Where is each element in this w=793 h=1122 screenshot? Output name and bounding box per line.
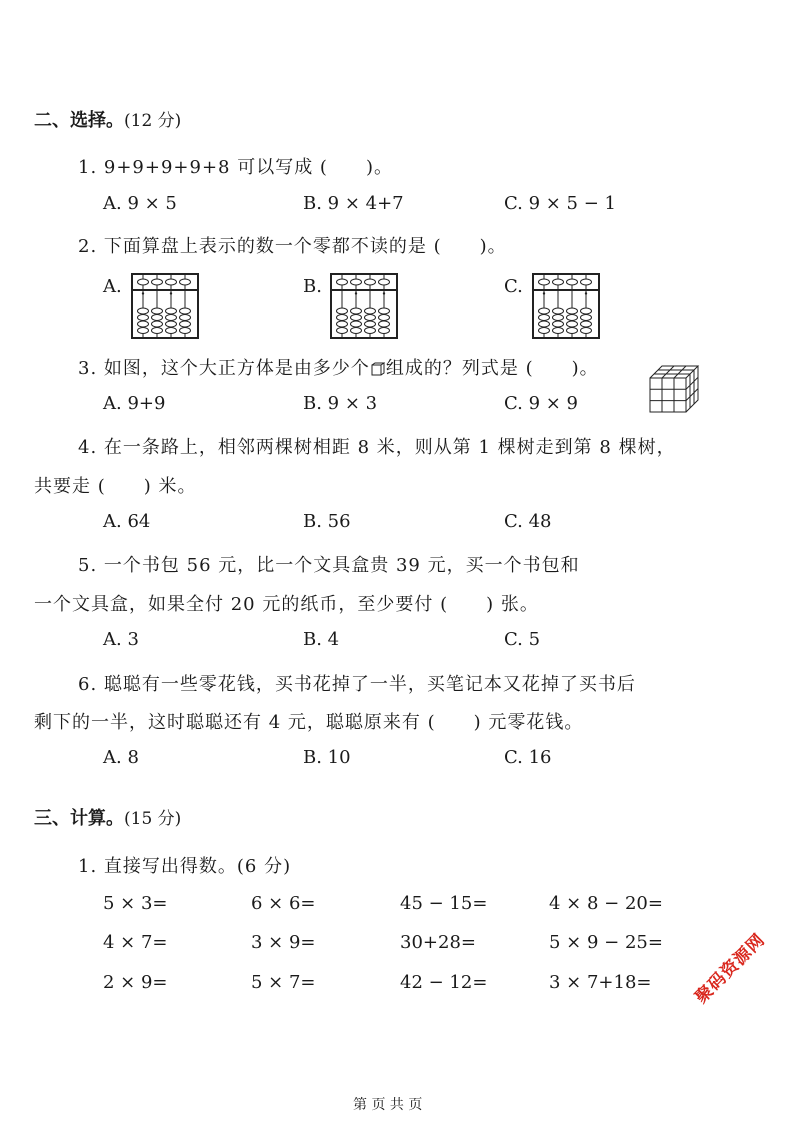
q5-option-a: A. 3 [103, 629, 139, 650]
q2-option-b: B. [303, 276, 322, 297]
calc-r1-c2: 6 × 6= [251, 893, 316, 914]
question-4-stem-line1: 4. 在一条路上，相邻两棵树相距 8 米，则从第 1 棵树走到第 8 棵树， [78, 437, 676, 458]
q4-option-c: C. 48 [504, 511, 552, 532]
calc-r2-c2: 3 × 9= [251, 932, 316, 953]
question-3-stem [78, 354, 599, 380]
calc-r2-c1: 4 × 7= [103, 932, 168, 953]
section-3-heading [34, 804, 181, 830]
question-6-stem-line2: 剩下的一半，这时聪聪还有 4 元，聪聪原来有 ( ) 元零花钱。 [34, 712, 584, 733]
q3-option-c: C. 9 × 9 [504, 393, 579, 414]
calc-r3-c4: 3 × 7+18= [549, 972, 652, 993]
section-3-sub-1: 1. 直接写出得数。(6 分) [78, 856, 292, 877]
calc-r2-c4: 5 × 9 − 25= [549, 932, 663, 953]
q2-option-a: A. [103, 276, 122, 297]
calc-r1-c4: 4 × 8 − 20= [549, 893, 663, 914]
small-cube-icon [371, 362, 385, 376]
calc-r1-c3: 45 − 15= [400, 893, 488, 914]
q6-option-b: B. 10 [303, 747, 351, 768]
calc-r3-c1: 2 × 9= [103, 972, 168, 993]
q6-option-a: A. 8 [103, 747, 139, 768]
calc-r3-c2: 5 × 7= [251, 972, 316, 993]
q4-option-a: A. 64 [103, 511, 151, 532]
q2-option-c: C. [504, 276, 523, 297]
q1-option-b: B. 9 × 4+7 [303, 193, 404, 214]
large-cube-image [648, 364, 700, 414]
question-2-stem: 2. 下面算盘上表示的数一个零都不读的是 ( )。 [78, 236, 507, 257]
question-5-stem-line1: 5. 一个书包 56 元，比一个文具盒贵 39 元，买一个书包和 [78, 555, 580, 576]
question-6-stem-line1: 6. 聪聪有一些零花钱，买书花掉了一半，买笔记本又花掉了买书后 [78, 674, 636, 695]
q1-option-a: A. 9 × 5 [103, 193, 177, 214]
watermark-stamp: 聚码资源网 [691, 929, 770, 1008]
question-4-stem-line2: 共要走 ( ) 米。 [34, 476, 197, 497]
q3-stem-part1: 3. 如图，这个大正方体是由多少个 [78, 358, 370, 379]
q3-stem-part2: 组成的？列式是 ( )。 [385, 358, 599, 379]
abacus-c-image [532, 273, 600, 339]
page-footer: 第 页 共 页 [353, 1097, 423, 1113]
q5-option-c: C. 5 [504, 629, 541, 650]
section-2-title: 二、选择。 [34, 110, 124, 131]
section-2-points: (12 分) [124, 111, 182, 131]
question-5-stem-line2: 一个文具盒，如果全付 20 元的纸币，至少要付 ( ) 张。 [34, 594, 539, 615]
section-2-heading [34, 106, 181, 132]
abacus-a-image [131, 273, 199, 339]
q6-option-c: C. 16 [504, 747, 552, 768]
q4-option-b: B. 56 [303, 511, 351, 532]
section-3-points: (15 分) [124, 809, 182, 829]
q5-option-b: B. 4 [303, 629, 340, 650]
calc-r1-c1: 5 × 3= [103, 893, 168, 914]
q3-option-a: A. 9+9 [103, 393, 166, 414]
question-1-stem: 1. 9+9+9+9+8 可以写成 ( )。 [78, 157, 393, 178]
q3-option-b: B. 9 × 3 [303, 393, 378, 414]
calc-r2-c3: 30+28= [400, 932, 476, 953]
q1-option-c: C. 9 × 5 − 1 [504, 193, 616, 214]
calc-r3-c3: 42 − 12= [400, 972, 488, 993]
abacus-b-image [330, 273, 398, 339]
section-3-title: 三、计算。 [34, 808, 124, 829]
